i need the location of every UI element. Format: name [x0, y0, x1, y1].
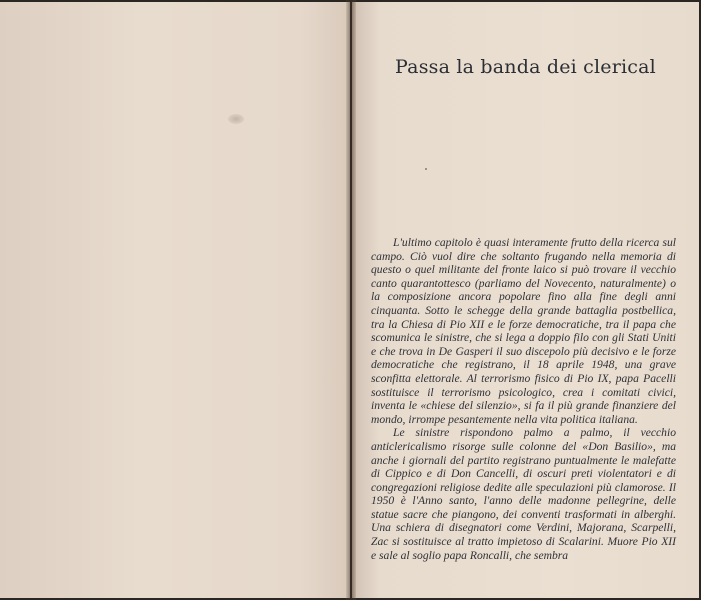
chapter-title: Passa la banda dei clerical: [395, 56, 656, 78]
paragraph-1: L'ultimo capitolo è quasi interamente frutto della ricerca sul campo. Ciò vuol dire che soltanto frugando nella memoria di questo o quel militante del fronte laico si può trovare il vecchio canto quarantottesco (parliamo del Novecento, naturalmente) o la composizione ancora popolare fino alla fine degli anni cinquanta. Sotto le schegge della grande battaglia postbellica, tra la Chiesa di Pio XII e le forze democratiche, tra il papa che scomunica le sinistre, che si lega a doppio filo con gli Stati Uniti e che trova in De Gasperi il suo discepolo più decisivo e le forze democratiche che registrano, il 18 aprile 1948, una grave sconfitta elettorale. Al terrorismo fisico di Pio IX, papa Pacelli sostituisce il terrorismo psicologico, crea i comitati civici, inventa le «chiese del silenzio», si fa il più grande finanziere del mondo, irrompe pesantemente nella vita politica italiana.: [371, 236, 676, 426]
paper-speck: [425, 168, 427, 170]
paper-smudge: [228, 114, 244, 124]
paragraph-2: Le sinistre rispondono palmo a palmo, il vecchio anticlericalismo risorge sulle colonne del «Don Basilio», ma anche i giornali del partito registrano puntualmente le malefatte di Cippico e di Don Cancelli, di oscuri preti violentatori e di congregazioni religiose dedite alle speculazioni più clamorose. Il 1950 è l'Anno santo, l'anno delle madonne pellegrine, delle statue sacre che piangono, dei conventi trasformati in alberghi. Una schiera di disegnatori come Verdini, Majorana, Scarpelli, Zac si sostituisce al tratto impietoso di Scalarini. Muore Pio XII e sale al soglio papa Roncalli, che sembra: [371, 426, 676, 562]
left-page-blank: [0, 2, 350, 598]
chapter-intro-text: [371, 236, 676, 562]
book-gutter: [346, 0, 356, 600]
